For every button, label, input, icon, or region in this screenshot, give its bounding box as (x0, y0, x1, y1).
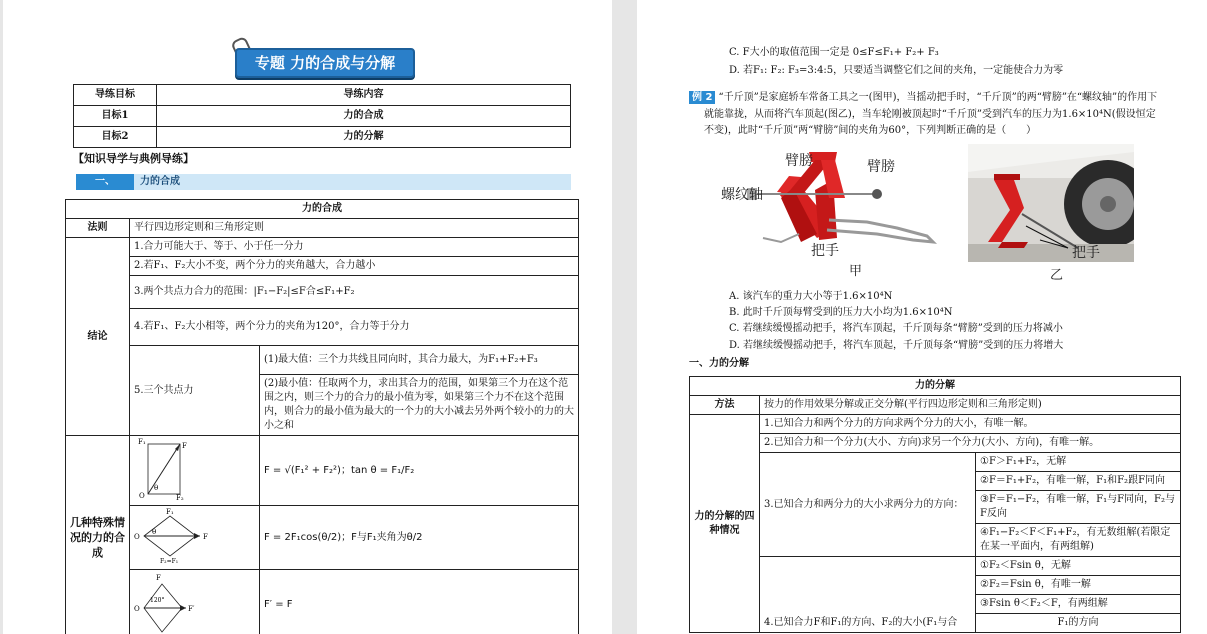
d3-angle-label: 120° (150, 597, 165, 604)
special-cases-label: 几种特殊情况的力的合成 (66, 436, 130, 634)
three-force-min: (2)最小值：任取两个力，求出其合力的范围，如果第三个力在这个范围之内，则三个力的合力的最小值为零，如果第三个力不在这个范围内，则合力的最小值为最大的一个力的大小减去另外两个较小的力的大小之和 (260, 375, 579, 436)
diagram-3-cell (130, 570, 260, 634)
section-1-title: 力的合成 (140, 176, 180, 187)
handle-pointer-lines (968, 144, 1134, 284)
option-b: B. 此时千斤顶每臂受到的压力大小均为1.6×10⁴N (729, 307, 953, 318)
section-2-heading: 一、力的分解 (689, 358, 749, 369)
d3-o-label: O (134, 605, 140, 613)
d1-f1-label: F₁ (138, 438, 146, 446)
goal-1-label: 目标1 (74, 106, 157, 127)
example-text-2: 就能靠拢，从而将汽车顶起(图乙)，当车轮刚被顶起时“千斤顶”受到汽车的压力为1.6×10⁴N(假设恒定 (704, 109, 1156, 120)
diagram-2 (130, 506, 222, 564)
conclusion-4: 4.若F₁、F₂大小相等，两个分力的夹角为120°，合力等于分力 (130, 309, 579, 346)
d2-o-label: O (134, 533, 140, 541)
diagram-1 (130, 436, 222, 500)
three-force-label: 5.三个共点力 (130, 346, 260, 436)
case-2: 2.已知合力和一个分力(大小、方向)求另一个分力(大小、方向)，有唯一解。 (760, 434, 1181, 453)
diagram-1-cell (130, 436, 260, 506)
section-1-number: 一、 (76, 174, 134, 190)
decomp-table-title: 力的分解 (690, 377, 1181, 396)
option-d: D. 若继续缓慢摇动把手，将汽车顶起，千斤顶每条“臂膀”受到的压力将增大 (729, 340, 1064, 351)
goal-2-content: 力的分解 (157, 127, 571, 148)
left-page (3, 0, 612, 634)
conclusion-1: 1.合力可能大于、等于、小于任一分力 (130, 238, 579, 257)
example-text-3: 不变)，此时“千斤顶”两“臂膀”间的夹角为60°，下列判断正确的是（ ） (704, 125, 1037, 136)
decomposition-table (689, 376, 1181, 633)
special-formula-3: F′ = F (260, 570, 579, 634)
case-4-item-1: ①F₂＜Fsin θ，无解 (976, 557, 1181, 576)
example-2-line-1 (689, 91, 1157, 105)
d1-o-label: O (139, 492, 145, 500)
goal-2-label: 目标2 (74, 127, 157, 148)
law-value: 平行四边形定则和三角形定则 (130, 219, 579, 238)
conclusion-3: 3.两个共点力合力的范围：|F₁−F₂|≤F合≤F₁+F₂ (130, 276, 579, 309)
goals-header-1: 导练目标 (74, 85, 157, 106)
conclusion-label: 结论 (66, 238, 130, 436)
d3-f-label: F (156, 574, 161, 582)
label-screw-axis: 螺纹轴 (721, 187, 763, 203)
label-figure-b: 乙 (1050, 268, 1064, 283)
cases-label: 力的分解的四种情况 (690, 415, 760, 633)
method-value: 按力的作用效果分解或正交分解(平行四边形定则和三角形定则) (760, 396, 1181, 415)
diagram-3 (130, 570, 222, 634)
label-figure-a: 甲 (849, 264, 863, 279)
method-label: 方法 (690, 396, 760, 415)
option-c: C. 若继续缓慢摇动把手，将汽车顶起，千斤顶每条“臂膀”受到的压力将减小 (729, 323, 1063, 334)
example-text-1: “千斤顶”是家庭轿车常备工具之一(图甲)，当摇动把手时，“千斤顶”的两“臂膀”在“螺纹轴”的作用下 (718, 92, 1158, 103)
conclusion-2: 2.若F₁、F₂大小不变，两个分力的夹角越大，合力越小 (130, 257, 579, 276)
section-heading: 【知识导学与典例导练】 (73, 152, 194, 165)
prev-option-c: C. F大小的取值范围一定是 0≤F≤F₁+ F₂+ F₃ (729, 47, 939, 58)
case-3-item-2: ②F＝F₁+F₂，有唯一解，F₁和F₂跟F同向 (976, 472, 1181, 491)
special-formula-2: F = 2F₁cos(θ/2)；F与F₁夹角为θ/2 (260, 506, 579, 570)
d1-theta-label: θ (154, 484, 159, 492)
diagram-2-cell (130, 506, 260, 570)
jack-figure-a (717, 142, 957, 280)
synthesis-table-title: 力的合成 (66, 200, 579, 219)
goals-table (73, 84, 571, 148)
label-handle-b: 把手 (1072, 245, 1100, 261)
d2-f1-label: F₁ (166, 508, 174, 516)
d3-fp-label: F′ (188, 605, 195, 613)
label-arm-1: 臂膀 (785, 153, 813, 169)
d1-f-label: F (182, 442, 187, 450)
case-4-label: 4.已知合力F和F₁的方向、F₂的大小(F₁与合 (760, 557, 976, 633)
example-tag: 例 2 (689, 91, 715, 104)
goal-1-content: 力的合成 (157, 106, 571, 127)
case-3-label: 3.已知合力和两分力的大小求两分力的方向： (760, 453, 976, 557)
special-formula-1: F = √(F₁² + F₂²)；tan θ = F₁/F₂ (260, 436, 579, 506)
d2-f2-label: F₂=F₁ (160, 558, 179, 564)
case-3-item-3: ③F＝F₁−F₂，有唯一解，F₁与F同向，F₂与F反向 (976, 491, 1181, 524)
goals-header-2: 导练内容 (157, 85, 571, 106)
jack-figure-b (968, 144, 1134, 284)
case-3-item-4: ④F₁−F₂＜F＜F₁+F₂，有无数组解(若限定在某一平面内，有两组解) (976, 524, 1181, 557)
option-a: A. 该汽车的重力大小等于1.6×10⁴N (729, 291, 893, 302)
prev-option-d: D. 若F₁: F₂: F₃=3:4:5，只要适当调整它们之间的夹角，一定能使合力为零 (729, 65, 1064, 76)
case-3-item-1: ①F＞F₁+F₂，无解 (976, 453, 1181, 472)
law-label: 法则 (66, 219, 130, 238)
case-4-item-3: ③Fsin θ＜F₂＜F，有两组解 (976, 595, 1181, 614)
label-arm-2: 臂膀 (867, 159, 895, 175)
right-page (637, 0, 1207, 634)
d1-f2-label: F₂ (176, 494, 184, 500)
label-handle-a: 把手 (811, 243, 839, 259)
d2-theta-label: θ (152, 528, 157, 536)
case-4-item-2: ②F₂＝Fsin θ，有唯一解 (976, 576, 1181, 595)
page-title: 专题 力的合成与分解 (235, 48, 415, 78)
case-4-tail: F₁的方向 (976, 614, 1181, 633)
three-force-max: (1)最大值：三个力共线且同向时，其合力最大，为F₁+F₂+F₃ (260, 346, 579, 375)
d2-f-label: F (203, 533, 208, 541)
synthesis-table (65, 199, 579, 634)
section-1-bar (76, 174, 571, 190)
case-1: 1.已知合力和两个分力的方向求两个分力的大小，有唯一解。 (760, 415, 1181, 434)
